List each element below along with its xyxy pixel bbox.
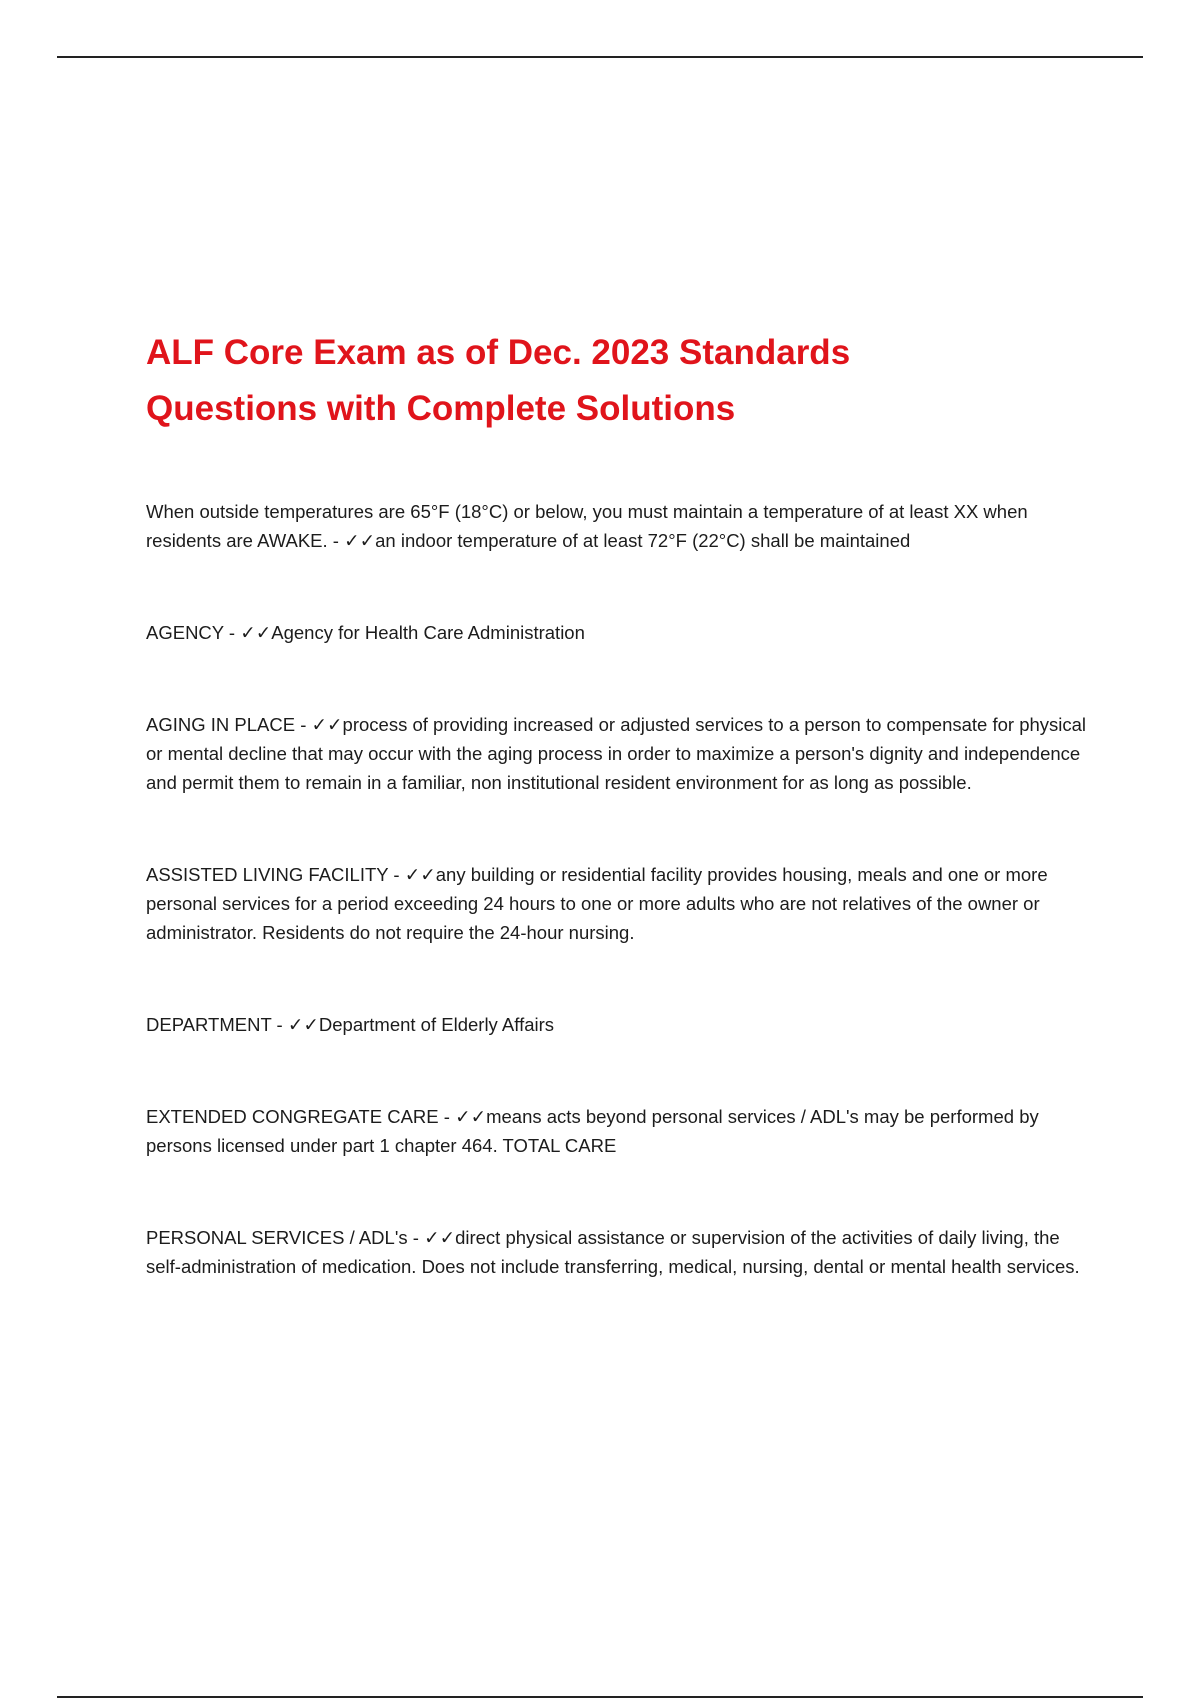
qa-separator: - [327,530,345,551]
qa-definition: any building or residential facility provides housing, meals and one or more personal services for a period exceeding 24 hours to one or more adults who are not relatives of the owner or administrator. Residents do not require the 24-hour nursing. [146,864,1048,943]
qa-item [146,860,1096,947]
qa-separator: - [223,622,241,643]
qa-term: AGING IN PLACE [146,714,296,735]
document-title [146,325,1096,437]
qa-term: ASSISTED LIVING FACILITY [146,864,389,885]
qa-definition: process of providing increased or adjusted services to a person to compensate for physical or mental decline that may occur with the aging process in order to maximize a person's dignity and independence and permit them to remain in a familiar, non institutional resident environment for as long as possible. [146,714,1087,793]
qa-list [146,497,1096,1281]
qa-definition: Agency for Health Care Administration [271,622,585,643]
qa-term: DEPARTMENT [146,1014,272,1035]
qa-definition: direct physical assistance or supervision of the activities of daily living, the self-administration of medication. Does not include transferring, medical, nursing, dental or mental health services. [146,1227,1080,1277]
qa-separator: - [407,1227,425,1248]
check-marks: ✓✓ [344,530,376,551]
title-line-2: Questions with Complete Solutions [146,389,736,428]
qa-item [146,710,1096,797]
title-line-1: ALF Core Exam as of Dec. 2023 Standards [146,333,851,372]
top-rule [57,56,1143,58]
document-body [146,325,1096,1344]
check-marks: ✓✓ [424,1227,456,1248]
qa-item [146,1102,1096,1160]
check-marks: ✓✓ [455,1106,487,1127]
qa-separator: - [388,864,405,885]
bottom-rule [57,1696,1143,1698]
qa-item [146,1223,1096,1281]
qa-item [146,497,1096,555]
qa-separator: - [295,714,312,735]
check-marks: ✓✓ [287,1014,319,1035]
qa-term: AGENCY [146,622,224,643]
qa-separator: - [438,1106,456,1127]
check-marks: ✓✓ [311,714,343,735]
qa-definition: Department of Elderly Affairs [318,1014,555,1035]
qa-separator: - [271,1014,288,1035]
qa-term: PERSONAL SERVICES / ADL's [146,1227,408,1248]
qa-definition: an indoor temperature of at least 72°F (22°C) shall be maintained [375,530,911,551]
qa-item [146,1010,1096,1039]
qa-term: When outside temperatures are 65°F (18°C) or below, you must maintain a temperature of at least XX when residents are AWAKE. [146,501,1028,551]
check-marks: ✓✓ [404,864,436,885]
qa-definition: means acts beyond personal services / ADL's may be performed by persons licensed under part 1 chapter 464. TOTAL CARE [146,1106,1039,1156]
qa-item [146,618,1096,647]
qa-term: EXTENDED CONGREGATE CARE [146,1106,439,1127]
check-marks: ✓✓ [240,622,272,643]
